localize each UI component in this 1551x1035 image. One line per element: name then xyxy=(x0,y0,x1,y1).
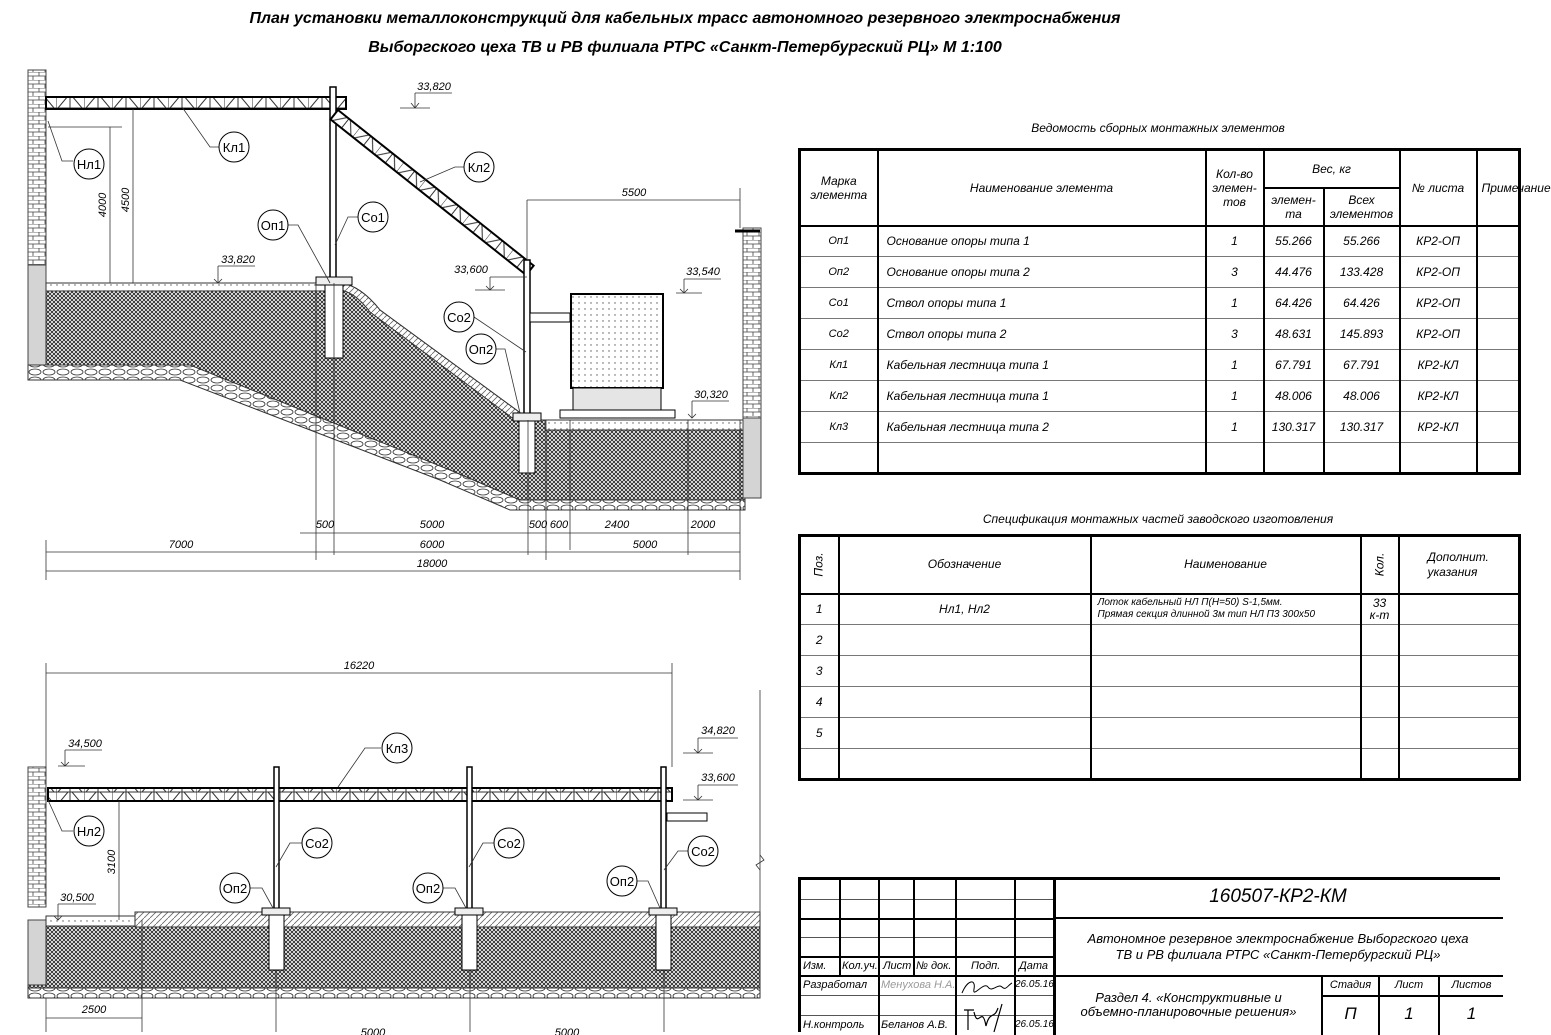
cell-sheet: КР2-КЛ xyxy=(1400,350,1477,381)
stamp-sheets: 1 xyxy=(1466,1004,1477,1023)
brick-wall-left xyxy=(28,70,46,265)
section-1 xyxy=(28,70,761,580)
spec-row xyxy=(800,718,1520,749)
brick-wall-right xyxy=(743,228,761,418)
svg-text:Оп2: Оп2 xyxy=(415,881,441,896)
cell-mark: Оп2 xyxy=(800,257,878,288)
dim-bottom-0: 5000 xyxy=(360,1027,386,1035)
spec-table xyxy=(798,534,1521,781)
cell-name: Основание опоры типа 1 xyxy=(878,226,1206,257)
header-qty: Кол-во элемен-тов xyxy=(1206,150,1264,226)
cell-wall: 133.428 xyxy=(1324,257,1400,288)
column-co2-c xyxy=(661,767,666,912)
callout-co2-a xyxy=(302,828,332,858)
level-floor-left: 33,820 xyxy=(221,254,255,266)
svg-text:Кл1: Кл1 xyxy=(222,140,246,155)
cable-ladder-kl2 xyxy=(331,110,534,275)
header-note: Примечание xyxy=(1477,150,1520,226)
cell-qty: 1 xyxy=(1206,412,1264,443)
callout-op2-b xyxy=(413,873,443,903)
vedomost-row xyxy=(800,381,1520,412)
header-weight: Вес, кг xyxy=(1264,150,1400,188)
stamp-col-ndoc: № док. xyxy=(916,960,952,972)
cell-name: Кабельная лестница типа 1 xyxy=(878,350,1206,381)
cell-wall: 48.006 xyxy=(1324,381,1400,412)
vedomost-caption: Ведомость сборных монтажных элементов xyxy=(1031,121,1285,135)
level-34500: 34,500 xyxy=(68,738,102,750)
vedomost-table xyxy=(798,148,1551,475)
cell-note xyxy=(1477,443,1520,474)
dim-row2-1: 6000 xyxy=(419,539,445,551)
stamp-sheets-label: Листов xyxy=(1451,979,1492,991)
svg-text:Со2: Со2 xyxy=(497,836,521,851)
vedomost-row xyxy=(800,226,1520,257)
signature-2 xyxy=(958,1000,1014,1034)
cell-pos: 3 xyxy=(800,656,839,687)
spec-header-pos: Поз. xyxy=(800,536,839,594)
cell-qty xyxy=(1361,656,1399,687)
header-sheet: № листа xyxy=(1400,150,1477,226)
spec-header-extra: Дополнит. указания xyxy=(1399,536,1520,594)
dim-2500: 2500 xyxy=(81,1004,107,1016)
cell-pos: 2 xyxy=(800,625,839,656)
stamp-project-line1: Автономное резервное электроснабжение Выборгского цеха xyxy=(1087,931,1469,946)
cell-name xyxy=(1091,625,1361,656)
svg-text:Кл3: Кл3 xyxy=(385,741,409,756)
cell-name xyxy=(878,443,1206,474)
callout-kl3 xyxy=(382,733,412,763)
dim-row2-2: 5000 xyxy=(632,539,658,551)
callout-kl2 xyxy=(464,152,494,182)
cable-ladder-kl1 xyxy=(46,97,346,109)
cell-qty: 1 xyxy=(1206,226,1264,257)
vedomost-row xyxy=(800,288,1520,319)
cell-designation xyxy=(839,625,1091,656)
stamp-section-line1: Раздел 4. «Конструктивные и xyxy=(1095,990,1282,1005)
column-co2-a xyxy=(274,767,279,912)
cable-ladder-kl3 xyxy=(48,788,672,801)
cell-pos: 5 xyxy=(800,718,839,749)
concrete-wall-left xyxy=(28,265,46,365)
spec-row xyxy=(800,687,1520,718)
cell-extra xyxy=(1399,594,1520,625)
cell-name: Ствол опоры типа 1 xyxy=(878,288,1206,319)
cell-w: 55.266 xyxy=(1264,226,1324,257)
cell-designation xyxy=(839,687,1091,718)
vedomost-row xyxy=(800,257,1520,288)
level-bottom-right: 30,320 xyxy=(694,389,728,401)
cell-w: 44.476 xyxy=(1264,257,1324,288)
dim-total: 18000 xyxy=(416,558,448,570)
cell-designation xyxy=(839,718,1091,749)
cell-w: 48.006 xyxy=(1264,381,1324,412)
foundation-op2 xyxy=(519,418,535,473)
cell-mark xyxy=(800,443,878,474)
dim-bottom-1: 5000 xyxy=(554,1027,580,1035)
stamp-norm-date: 26.05.16 xyxy=(1015,1019,1054,1030)
drawing-title-line2: Выборгского цеха ТВ и РВ филиала РТРС «Санкт-Петербургский РЦ» М 1:100 xyxy=(368,39,1002,56)
callout-co2 xyxy=(444,302,474,332)
cell-qty xyxy=(1361,594,1399,625)
cell-note xyxy=(1477,412,1520,443)
cell-sheet: КР2-ОП xyxy=(1400,226,1477,257)
cell-sheet: КР2-ОП xyxy=(1400,319,1477,350)
header-mark: Марка элемента xyxy=(800,150,878,226)
cell-note xyxy=(1477,381,1520,412)
cabinet xyxy=(571,294,663,388)
cell-designation: Нл1, Нл2 xyxy=(839,594,1091,625)
cell-extra xyxy=(1399,687,1520,718)
callout-op2-a xyxy=(220,873,250,903)
stamp-code: 160507-КР2-КМ xyxy=(1209,886,1347,907)
svg-text:Оп2: Оп2 xyxy=(468,342,494,357)
spec-row xyxy=(800,594,1520,625)
cell-sheet: КР2-КЛ xyxy=(1400,412,1477,443)
signature-1 xyxy=(958,977,1014,997)
cell-wall: 55.266 xyxy=(1324,226,1400,257)
svg-text:Со1: Со1 xyxy=(361,210,385,225)
callouts-section2 xyxy=(74,733,718,903)
cell-name: Ствол опоры типа 2 xyxy=(878,319,1206,350)
level-mid: 33,600 xyxy=(454,264,488,276)
cell-qty: 1 xyxy=(1206,381,1264,412)
cell-wall: 64.426 xyxy=(1324,288,1400,319)
spec-row xyxy=(800,749,1520,780)
cell-note xyxy=(1477,350,1520,381)
cell-qty: 3 xyxy=(1206,257,1264,288)
dim-3100: 3100 xyxy=(106,849,118,875)
dim-row1-2: 500 xyxy=(528,519,548,531)
callout-co2-b xyxy=(494,828,524,858)
level-right: 33,540 xyxy=(686,266,720,278)
column-co2 xyxy=(524,260,530,420)
callout-nl1 xyxy=(74,149,104,179)
cell-note xyxy=(1477,257,1520,288)
cell-wall: 67.791 xyxy=(1324,350,1400,381)
level-34820: 34,820 xyxy=(701,725,735,737)
stamp-norm-name: Беланов А.В. xyxy=(881,1019,948,1031)
cell-mark: Кл2 xyxy=(800,381,878,412)
dim-row1-4: 2400 xyxy=(604,519,630,531)
vedomost-row xyxy=(800,350,1520,381)
callout-op2 xyxy=(466,334,496,364)
cell-name xyxy=(1091,749,1361,780)
dim-4500: 4500 xyxy=(120,187,132,213)
stamp-col-kolych: Кол.уч. xyxy=(842,960,878,972)
column-co2-b xyxy=(467,767,472,912)
callout-op1 xyxy=(258,210,288,240)
cell-pos: 4 xyxy=(800,687,839,718)
cell-name xyxy=(1091,594,1361,625)
cell-name xyxy=(1091,718,1361,749)
cell-name xyxy=(1091,687,1361,718)
cell-name: Кабельная лестница типа 2 xyxy=(878,412,1206,443)
cell-extra xyxy=(1399,625,1520,656)
cell-designation xyxy=(839,656,1091,687)
cell-mark: Кл3 xyxy=(800,412,878,443)
stamp-col-date: Дата xyxy=(1019,960,1049,972)
cell-mark: Оп1 xyxy=(800,226,878,257)
level-30500: 30,500 xyxy=(60,892,94,904)
cell-qty: 1 xyxy=(1206,288,1264,319)
stamp-developed-date: 26.05.16 xyxy=(1015,979,1054,990)
stamp-sheet-label: Лист xyxy=(1394,979,1424,991)
stamp-developed-label: Разработал xyxy=(803,979,868,991)
svg-text:Кл2: Кл2 xyxy=(467,160,491,175)
cell-wall: 130.317 xyxy=(1324,412,1400,443)
cell-sheet xyxy=(1400,443,1477,474)
cell-wall: 145.893 xyxy=(1324,319,1400,350)
vedomost-row xyxy=(800,443,1520,474)
vedomost-row xyxy=(800,319,1520,350)
svg-text:Оп1: Оп1 xyxy=(260,218,286,233)
section-2 xyxy=(28,660,764,1035)
cell-qty xyxy=(1361,718,1399,749)
dim-row1-5: 2000 xyxy=(690,519,716,531)
dim-5500: 5500 xyxy=(621,187,647,199)
cell-w: 64.426 xyxy=(1264,288,1324,319)
stamp-section-line2: объемно-планировочные решения» xyxy=(1080,1004,1297,1019)
level-33600: 33,600 xyxy=(701,772,735,784)
spec-header-designation: Обозначение xyxy=(839,536,1091,594)
stamp-norm-label: Н.контроль xyxy=(803,1019,865,1031)
stamp-stage-label: Стадия xyxy=(1329,979,1372,991)
cell-qty: 3 xyxy=(1206,319,1264,350)
qty-line: 33 xyxy=(1372,596,1387,611)
dim-row1-0: 500 xyxy=(315,519,335,531)
callout-nl2 xyxy=(74,816,104,846)
cell-sheet: КР2-КЛ xyxy=(1400,381,1477,412)
cell-name xyxy=(1091,656,1361,687)
svg-text:Нл1: Нл1 xyxy=(76,157,102,172)
cell-qty xyxy=(1361,625,1399,656)
cell-mark: Со2 xyxy=(800,319,878,350)
cell-sheet: КР2-ОП xyxy=(1400,257,1477,288)
cell-w: 130.317 xyxy=(1264,412,1324,443)
cell-pos: 1 xyxy=(800,594,839,625)
callout-co2-c xyxy=(688,836,718,866)
spec-row xyxy=(800,656,1520,687)
qty-line: к-т xyxy=(1369,608,1390,623)
vedomost-row xyxy=(800,412,1520,443)
spec-header-qty: Кол. xyxy=(1361,536,1399,594)
cell-note xyxy=(1477,226,1520,257)
cell-qty xyxy=(1206,443,1264,474)
svg-text:Оп2: Оп2 xyxy=(609,874,635,889)
svg-text:Со2: Со2 xyxy=(447,310,471,325)
callout-kl1 xyxy=(219,132,249,162)
header-weight-all: Всех элементов xyxy=(1324,188,1400,226)
stamp-col-izm: Изм. xyxy=(803,960,827,972)
dim-row1-3: 600 xyxy=(549,519,569,531)
dim-4000: 4000 xyxy=(97,192,109,218)
name-line: Лоток кабельный НЛ П(Н=50) S-1,5мм. xyxy=(1097,597,1283,609)
stamp-col-list: Лист xyxy=(883,960,912,972)
cell-extra xyxy=(1399,749,1520,780)
drawing-title-line1: План установки металлоконструкций для кабельных трасс автономного резервного электроснабжения xyxy=(249,10,1121,27)
cell-qty xyxy=(1361,687,1399,718)
header-name: Наименование элемента xyxy=(878,150,1206,226)
spec-caption: Спецификация монтажных частей заводского изготовления xyxy=(982,512,1334,526)
stamp-col-podp: Подп. xyxy=(971,960,1001,972)
cell-qty: 1 xyxy=(1206,350,1264,381)
svg-text:Нл2: Нл2 xyxy=(76,824,102,839)
stamp-stage: П xyxy=(1344,1004,1357,1023)
cell-wall xyxy=(1324,443,1400,474)
cell-w xyxy=(1264,443,1324,474)
cell-pos xyxy=(800,749,839,780)
cell-extra xyxy=(1399,718,1520,749)
cell-note xyxy=(1477,319,1520,350)
dim-row2-0: 7000 xyxy=(168,539,194,551)
cell-name: Основание опоры типа 2 xyxy=(878,257,1206,288)
cell-w: 67.791 xyxy=(1264,350,1324,381)
spec-row xyxy=(800,625,1520,656)
header-weight-element: элемен-та xyxy=(1264,188,1324,226)
dim-row1-1: 5000 xyxy=(419,519,445,531)
callout-co1 xyxy=(358,202,388,232)
cell-name: Кабельная лестница типа 1 xyxy=(878,381,1206,412)
cell-w: 48.631 xyxy=(1264,319,1324,350)
cell-note xyxy=(1477,288,1520,319)
cell-extra xyxy=(1399,656,1520,687)
title-block xyxy=(798,877,1500,1032)
cell-qty xyxy=(1361,749,1399,780)
cell-mark: Кл1 xyxy=(800,350,878,381)
dim-16220: 16220 xyxy=(343,660,375,672)
callout-op2-c xyxy=(607,866,637,896)
svg-text:Со2: Со2 xyxy=(691,844,715,859)
name-line: Прямая секция длинной 3м тип НЛ П3 300x50 xyxy=(1097,609,1316,621)
cell-mark: Со1 xyxy=(800,288,878,319)
svg-text:Со2: Со2 xyxy=(305,836,329,851)
spec-header-name: Наименование xyxy=(1091,536,1361,594)
svg-text:Оп2: Оп2 xyxy=(222,881,248,896)
level-top: 33,820 xyxy=(417,81,451,93)
stamp-sheet: 1 xyxy=(1404,1004,1414,1023)
stamp-developed-name: Менухова Н.А. xyxy=(881,979,956,991)
stamp-project-line2: ТВ и РВ филиала РТРС «Санкт-Петербургский РЦ» xyxy=(1115,947,1441,962)
cell-designation xyxy=(839,749,1091,780)
cell-sheet: КР2-ОП xyxy=(1400,288,1477,319)
